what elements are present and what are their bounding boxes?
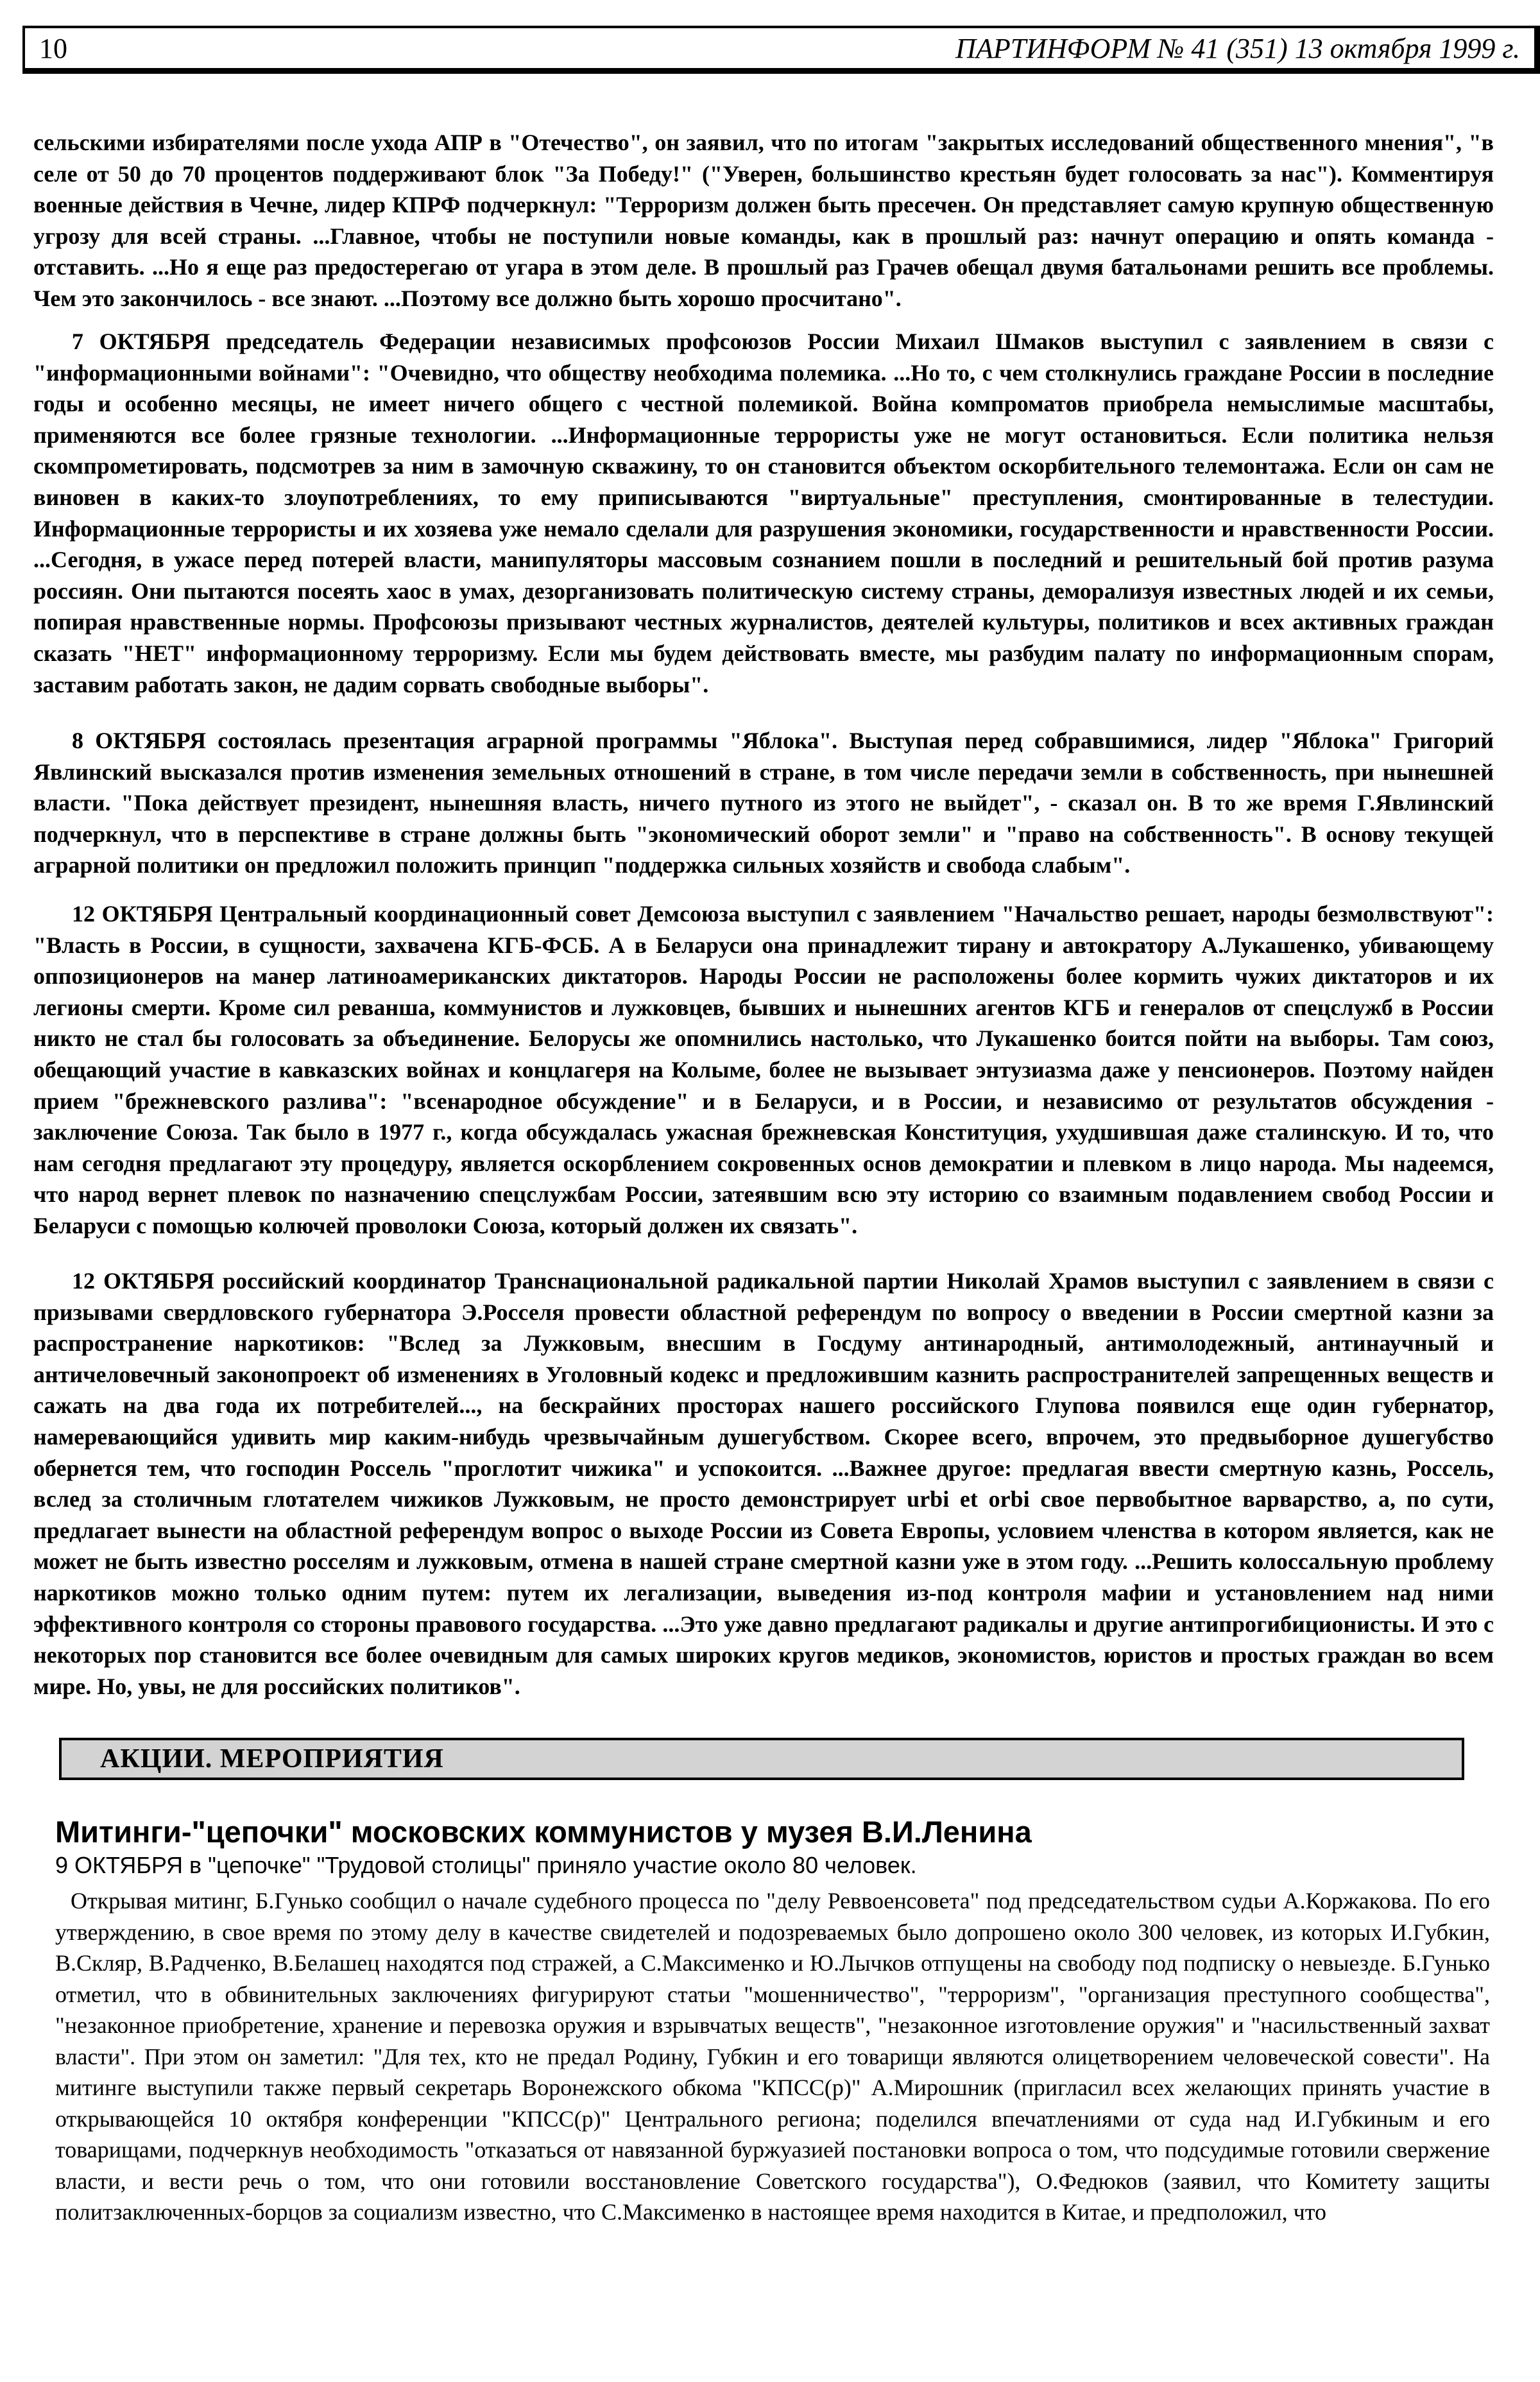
paragraph: сельскими избирателями после ухода АПР в "Отечество", он заявил, что по итогам "закрытых исследований общественного мнения", "в селе от 50 до 70 процентов поддерживают блок "За Победу!" ("Уверен, большинство крестьян будет голосовать за нас"). Комментируя военные действия в Чечне, лидер КПРФ подчеркнул: "Терроризм должен быть пресечен. Он представляет самую крупную общественную угрозу для всей страны. ...Главное, чтобы не поступили новые команды, как в прошлый раз: начнут операцию и опять команда - отставить. ...Но я еще раз предостерегаю от угара в этом деле. В прошлый раз Грачев обещал двумя батальонами решить все проблемы. Чем это закончилось - все знают. ...Поэтому все должно быть хорошо просчитано". [33,130,1494,311]
paragraph-4-block [33,898,1494,1242]
article [55,1813,1490,2228]
section-title: АКЦИИ. МЕРОПРИЯТИЯ [100,1744,444,1774]
page-number: 10 [39,32,67,64]
article-subtitle: 9 ОКТЯБРЯ в "цепочке" "Трудовой столицы" приняло участие около 80 человек. [55,1852,917,1878]
paragraph: 12 ОКТЯБРЯ Центральный координационный совет Демсоюза выступил с заявлением "Начальство решает, народы безмолвствуют": "Власть в России, в сущности, захвачена КГБ-ФСБ. А в Беларуси она принадлежит тирану и автократору А.Лукашенко, убивающему оппозиционеров на манер латиноамериканских диктаторов. Народы России не расположены более кормить чужих диктаторов и их легионы смерти. Кроме сил реванша, коммунистов и лужковцев, бывших и нынешних агентов КГБ и генералов от спецслужб в России никто не стал бы голосовать за объединение. Белорусы же опомнились настолько, что Лукашенко боится пойти на выборы. Там союз, обещающий участие в кавказских войнах и концлагеря на Колыме, более не вызывает энтузиазма даже у пенсионеров. Поэтому найден прием "брежневского разлива": "всенародное обсуждение" и в Беларуси, и в России, и независимо от результатов обсуждения - заключение Союза. Так было в 1977 г., когда обсуждалась ужасная брежневская Конституция, ухудшившая даже сталинскую. И то, что нам сегодня предлагают эту процедуру, является оскорблением сокровенных основ демократии и плевком в лицо народа. Мы надеемся, что народ вернет плевок по назначению спецслужбам России, затеявшим всю эту историю со взаимным подавлением свобод России и Беларуси с помощью колючей проволоки Союза, который должен их связать". [33,901,1494,1238]
section-banner [59,1738,1464,1780]
article-body: Открывая митинг, Б.Гунько сообщил о начале судебного процесса по "делу Реввоенсовета" под председательством судьи А.Коржакова. По его утверждению, в свое время по этому делу в качестве свидетелей и подозреваемых было допрошено около 300 человек, из которых И.Губкин, В.Скляр, В.Радченко, В.Белашец находятся под стражей, а С.Максименко и Ю.Лычков отпущены на свободу под подписку о невыезде. Б.Гунько отметил, что в обвинительных заключениях фигурируют статьи "мошенничество", "терроризм", "организация преступного сообщества", "незаконное приобретение, хранение и перевозка оружия и взрывчатых веществ", "незаконное изготовление оружия" и "насильственный захват власти". При этом он заметил: "Для тех, кто не предал Родину, Губкин и его товарищи являются олицетворением человеческой совести". На митинге выступили также первый секретарь Воронежского обкома "КПСС(р)" А.Мирошник (пригласил всех желающих принять участие в открывающейся 10 октября конференции "КПСС(р)" Центрального региона; поделился впечатлениями от суда над И.Губкиным и его товарищами, подчеркнув необходимость "отказаться от навязанной буржуазией постановки вопроса о том, что подсудимые готовили свержение власти, и вести речь о том, что они готовили восстановление Советского государства"), О.Федюков (заявил, что Комитету защиты политзаключенных-борцов за социализм известно, что С.Максименко в настоящее время находится в Китае, и предположил, что [55,1888,1490,2225]
paragraph-5-block [33,1265,1494,1702]
paragraph: 7 ОКТЯБРЯ председатель Федерации независимых профсоюзов России Михаил Шмаков выступил с заявлением в связи с "информационными войнами": "Очевидно, что обществу необходима полемика. ...Но то, с чем столкнулись граждане России в последние годы и особенно месяцы, не имеет ничего общего с честной полемикой. Война компроматов приобрела немыслимые масштабы, применяются все более грязные технологии. ...Информационные террористы уже не могут остановиться. Если политика нельзя скомпрометировать, подсмотрев за ним в замочную скважину, то он становится объектом оскорбительного телемонтажа. Если он сам не виновен в каких-то злоупотреблениях, то ему приписываются "виртуальные" преступления, смонтированные в телестудии. Информационные террористы и их хозяева уже немало сделали для разрушения экономики, государственности и нравственности России. ...Сегодня, в ужасе перед потерей власти, манипуляторы массовым сознанием пошли в последний и решительный бой против разума россиян. Они пытаются посеять хаос в умах, дезорганизовать политическую систему страны, деморализуя известных людей и их семьи, попирая нравственные нормы. Профсоюзы призывают честных журналистов, деятелей культуры, политиков и всех активных граждан сказать "НЕТ" информационному терроризму. Если мы будем действовать вместе, мы разбудим палату по информационным спорам, заставим работать закон, не дадим сорвать свободные выборы". [33,329,1494,698]
issue-line: ПАРТИНФОРМ № 41 (351) 13 октября 1999 г. [955,32,1520,64]
paragraph-3-block [33,725,1494,881]
paragraph-2-block [33,326,1494,700]
article-title: Митинги-"цепочки" московских коммунистов у музея В.И.Ленина [55,1815,1032,1849]
paragraph: 8 ОКТЯБРЯ состоялась презентация аграрной программы "Яблока". Выступая перед собравшимися, лидер "Яблока" Григорий Явлинский высказался против изменения земельных отношений в стране, в том числе передачи земли в собственность, при нынешней власти. "Пока действует президент, нынешняя власть, ничего путного из этого не выйдет", - сказал он. В то же время Г.Явлинский подчеркнул, что в перспективе в стране должны быть "экономический оборот земли" и "право на собственность". В основу текущей аграрной политики он предложил положить принцип "поддержка сильных хозяйств и свобода слабым". [33,728,1494,878]
paragraph: 12 ОКТЯБРЯ российский координатор Транснациональной радикальной партии Николай Храмов выступил с заявлением в связи с призывами свердловского губернатора Э.Росселя провести областной референдум по вопросу о введении в России смертной казни за распространение наркотиков: "Вслед за Лужковым, внесшим в Госдуму антинародный, антимолодежный, антинаучный и античеловечный законопроект об изменениях в Уголовный кодекс и предложившим казнить распространителей запрещенных веществ и сажать на два года их потребителей..., на бескрайних просторах нашего российского Глупова появился еще один губернатор, намеревающийся удивить мир каким-нибудь чрезвычайным душегубством. Скорее всего, впрочем, это предвыборное душегубство обернется тем, что господин Россель "проглотит чижика" и успокоится. ...Важнее другое: предлагая ввести смертную казнь, Россель, вслед за столичным глотателем чижиков Лужковым, не просто демонстрирует urbi et orbi свое первобытное варварство, а, по сути, предлагает вынести на областной референдум вопрос о выходе России из Совета Европы, условием членства в котором является, как не может не быть известно росселям и лужковым, отмена в нашей стране смертной казни уже в этом году. ...Решить колоссальную проблему наркотиков можно только одним путем: путем их легализации, выведения из-под контроля мафии и установлением над ними эффективного контроля со стороны правового государства. ...Это уже давно предлагают радикалы и другие антипрогибиционисты. И это с некоторых пор становится все более очевидным для самых широких кругов медиков, экономистов, юристов и простых граждан во всем мире. Но, увы, не для российских политиков". [33,1268,1494,1699]
page-header [22,26,1540,74]
paragraph-1-block [33,127,1494,314]
